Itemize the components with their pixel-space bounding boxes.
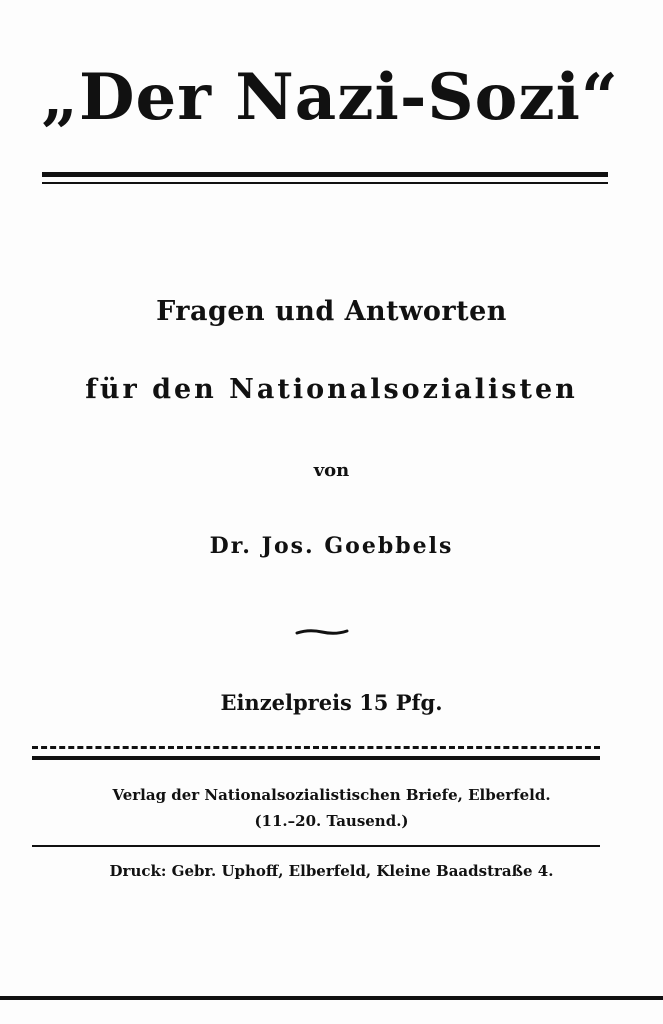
edition-line: (11.–20. Tausend.) [254, 812, 409, 830]
bottom-rule [0, 996, 663, 1000]
printer-rule [32, 845, 600, 847]
title-rule-thin [42, 182, 608, 184]
dashed-rule [32, 746, 600, 749]
subtitle-line-2: für den Nationalsozialisten [85, 374, 578, 405]
byline-von: von [313, 460, 350, 481]
publisher-line: Verlag der Nationalsozialistischen Briefe, Elberfeld. [112, 786, 551, 804]
publisher-rule-thick [32, 756, 600, 760]
subtitle-line-1: Fragen und Antworten [156, 296, 507, 327]
title-rule-thick [42, 172, 608, 177]
book-title: „Der Nazi-Sozi“ [41, 60, 619, 135]
price-label: Einzelpreis 15 Pfg. [220, 690, 443, 715]
author-name: Dr. Jos. Goebbels [209, 533, 454, 559]
printer-line: Druck: Gebr. Uphoff, Elberfeld, Kleine Baadstraße 4. [109, 862, 554, 880]
ornament-divider [295, 628, 349, 636]
